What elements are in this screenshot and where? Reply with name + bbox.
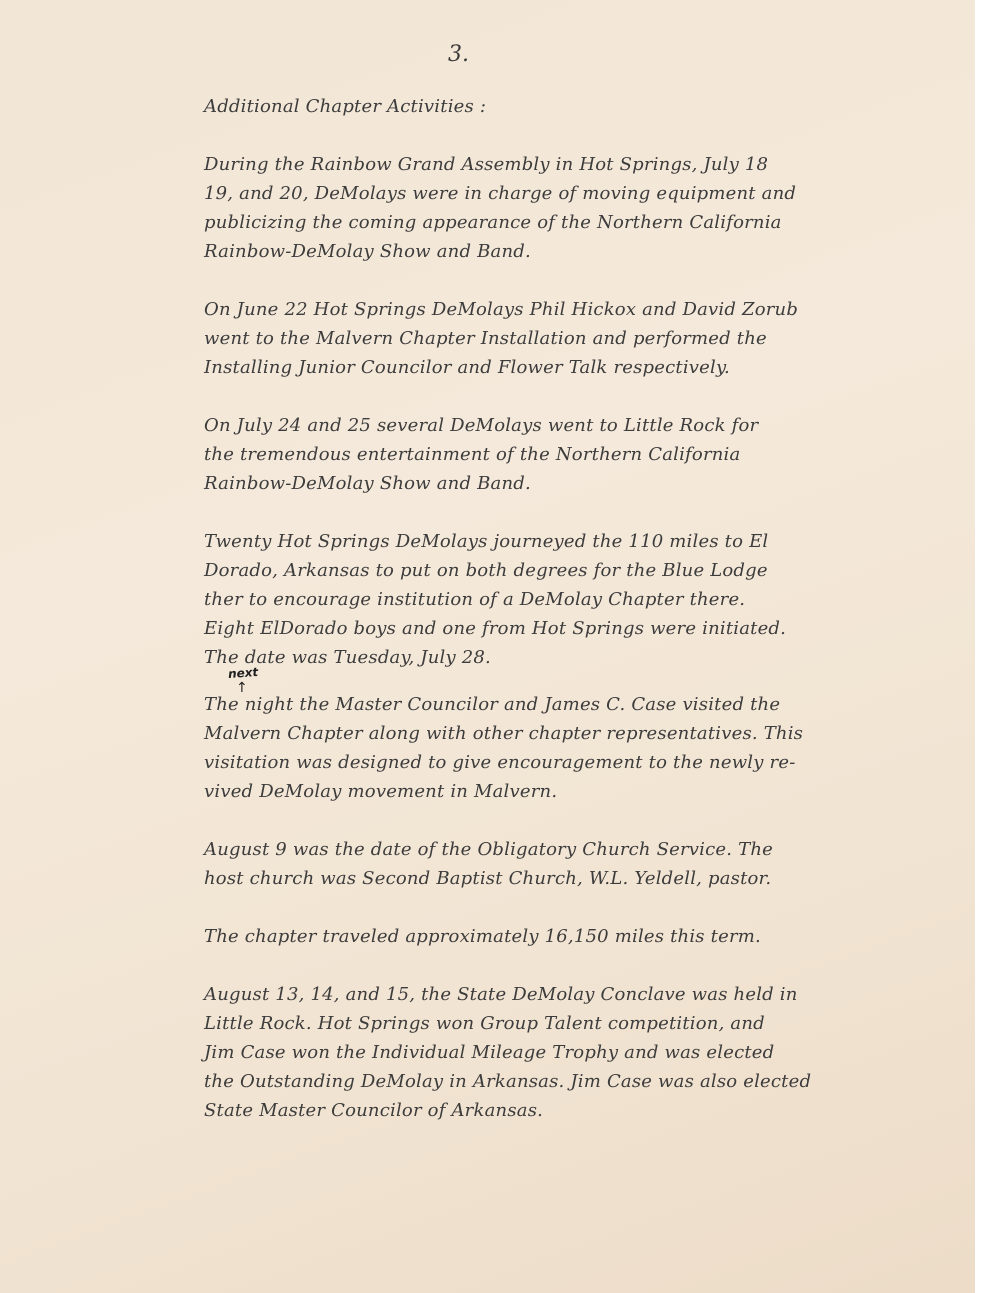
handwritten-insertion: next	[227, 664, 259, 682]
text-line: August 9 was the date of the Obligatory Church Service. The	[204, 839, 773, 860]
text-line: August 13, 14, and 15, the State DeMolay Conclave was held in	[204, 984, 798, 1005]
text-line: went to the Malvern Chapter Installation and performed the	[204, 328, 767, 349]
paragraph-state-conclave	[204, 980, 844, 1125]
page-margin	[975, 0, 1000, 1293]
text-line: Rainbow-DeMolay Show and Band.	[204, 241, 531, 262]
document-body	[204, 92, 844, 1154]
text-line: Twenty Hot Springs DeMolays journeyed the 110 miles to El	[204, 531, 769, 552]
paragraph-rainbow-assembly	[204, 150, 844, 266]
text-line: ther to encourage institution of a DeMolay Chapter there.	[204, 589, 746, 610]
text-line: Dorado, Arkansas to put on both degrees for the Blue Lodge	[204, 560, 768, 581]
text-line: Jim Case won the Individual Mileage Trophy and was elected	[204, 1042, 775, 1063]
text-line: the tremendous entertainment of the Northern California	[204, 444, 741, 465]
text-line: Eight ElDorado boys and one from Hot Springs were initiated.	[204, 618, 787, 639]
paragraph-el-dorado-trip	[204, 527, 844, 672]
text-line: State Master Councilor of Arkansas.	[204, 1100, 544, 1121]
text-line: On June 22 Hot Springs DeMolays Phil Hickox and David Zorub	[204, 299, 799, 320]
paragraph-mileage	[204, 922, 844, 951]
text-line: During the Rainbow Grand Assembly in Hot Springs, July 18	[204, 154, 769, 175]
text-line: On July 24 and 25 several DeMolays went to Little Rock for	[204, 415, 759, 436]
paragraph-church-service	[204, 835, 844, 893]
paragraph-malvern-visit	[204, 690, 844, 806]
text-line: The night the Master Councilor and James C. Case visited the	[204, 694, 781, 715]
text-line: host church was Second Baptist Church, W.L. Yeldell, pastor.	[204, 868, 772, 889]
section-heading: Additional Chapter Activities :	[204, 96, 487, 117]
page-number: 3.	[448, 42, 469, 67]
text-line: the Outstanding DeMolay in Arkansas. Jim Case was also elected	[204, 1071, 812, 1092]
text-line: publicizing the coming appearance of the Northern California	[204, 212, 782, 233]
text-line: Rainbow-DeMolay Show and Band.	[204, 473, 531, 494]
text-line: vived DeMolay movement in Malvern.	[204, 781, 558, 802]
text-line: visitation was designed to give encouragement to the newly re-	[204, 752, 796, 773]
insertion-caret-icon: ↑	[236, 680, 248, 696]
text-line: The date was Tuesday, July 28.	[204, 647, 491, 668]
text-line: Little Rock. Hot Springs won Group Talent competition, and	[204, 1013, 765, 1034]
text-line: The chapter traveled approximately 16,150 miles this term.	[204, 926, 761, 947]
paragraph-little-rock-show	[204, 411, 844, 498]
paragraph-malvern-installation	[204, 295, 844, 382]
text-line: Installing Junior Councilor and Flower Talk respectively.	[204, 357, 730, 378]
text-line: 19, and 20, DeMolays were in charge of moving equipment and	[204, 183, 797, 204]
text-line: Malvern Chapter along with other chapter representatives. This	[204, 723, 804, 744]
